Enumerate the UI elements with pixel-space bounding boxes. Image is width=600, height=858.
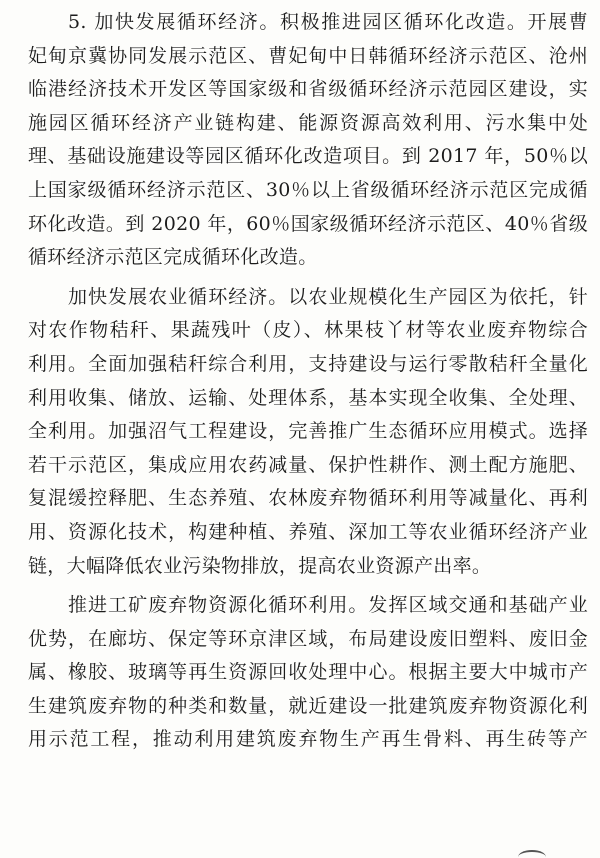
paragraph-2-line-6: 若干示范区，集成应用农药减量、保护性耕作、测土配方施肥、	[28, 453, 588, 476]
paragraph-3-line-1: 推进工矿废弃物资源化循环利用。发挥区域交通和基础产业	[68, 594, 588, 617]
paragraph-2-line-9: 链，大幅降低农业污染物排放，提高农业资源产出率。	[28, 554, 492, 577]
paragraph-1-line-5: 理、基础设施建设等园区循环化改造项目。到 2017 年，50％以	[28, 145, 588, 168]
paragraph-3-line-2: 优势，在廊坊、保定等环京津区域，布局建设废旧塑料、废旧金	[28, 627, 588, 650]
paragraph-1-line-4: 施园区循环经济产业链构建、能源资源高效利用、污水集中处	[28, 111, 588, 134]
paragraph-1-line-6: 上国家级循环经济示范区、30％以上省级循环经济示范区完成循	[28, 178, 588, 201]
paragraph-1-line-3: 临港经济技术开发区等国家级和省级循环经济示范园区建设，实	[28, 78, 588, 101]
paragraph-2-line-1: 加快发展农业循环经济。以农业规模化生产园区为依托，针	[68, 285, 588, 308]
paragraph-2-line-7: 复混缓控释肥、生态养殖、农林废弃物循环利用等减量化、再利	[28, 487, 588, 510]
paragraph-2-line-3: 利用。全面加强秸秆综合利用，支持建设与运行零散秸秆全量化	[28, 352, 588, 375]
paragraph-3-line-4: 生建筑废弃物的种类和数量，就近建设一批建筑废弃物资源化利	[28, 694, 588, 717]
page-number-fragment	[518, 850, 546, 858]
paragraph-2-line-5: 全利用。加强沼气工程建设，完善推广生态循环应用模式。选择	[28, 420, 588, 443]
paragraph-1-line-1: 5. 加快发展循环经济。积极推进园区循环化改造。开展曹	[68, 11, 588, 33]
paragraph-1-line-7: 环化改造。到 2020 年，60％国家级循环经济示范区、40％省级	[28, 212, 588, 235]
document-body	[28, 6, 588, 757]
paragraph-1-line-8: 循环经济示范区完成循环化改造。	[28, 246, 318, 269]
paragraph-3-line-3: 属、橡胶、玻璃等再生资源回收处理中心。根据主要大中城市产	[28, 661, 588, 684]
paragraph-2-line-2: 对农作物秸秆、果蔬残叶（皮）、林果枝丫材等农业废弃物综合	[28, 319, 588, 342]
paragraph-1-line-2: 妃甸京冀协同发展示范区、曹妃甸中日韩循环经济示范区、沧州	[28, 44, 588, 67]
paragraph-2-line-4: 利用收集、储放、运输、处理体系，基本实现全收集、全处理、	[28, 386, 588, 409]
paragraph-3-line-5: 用示范工程，推动利用建筑废弃物生产再生骨料、再生砖等产	[28, 728, 588, 751]
paragraph-2-line-8: 用、资源化技术，构建种植、养殖、深加工等农业循环经济产业	[28, 520, 588, 543]
